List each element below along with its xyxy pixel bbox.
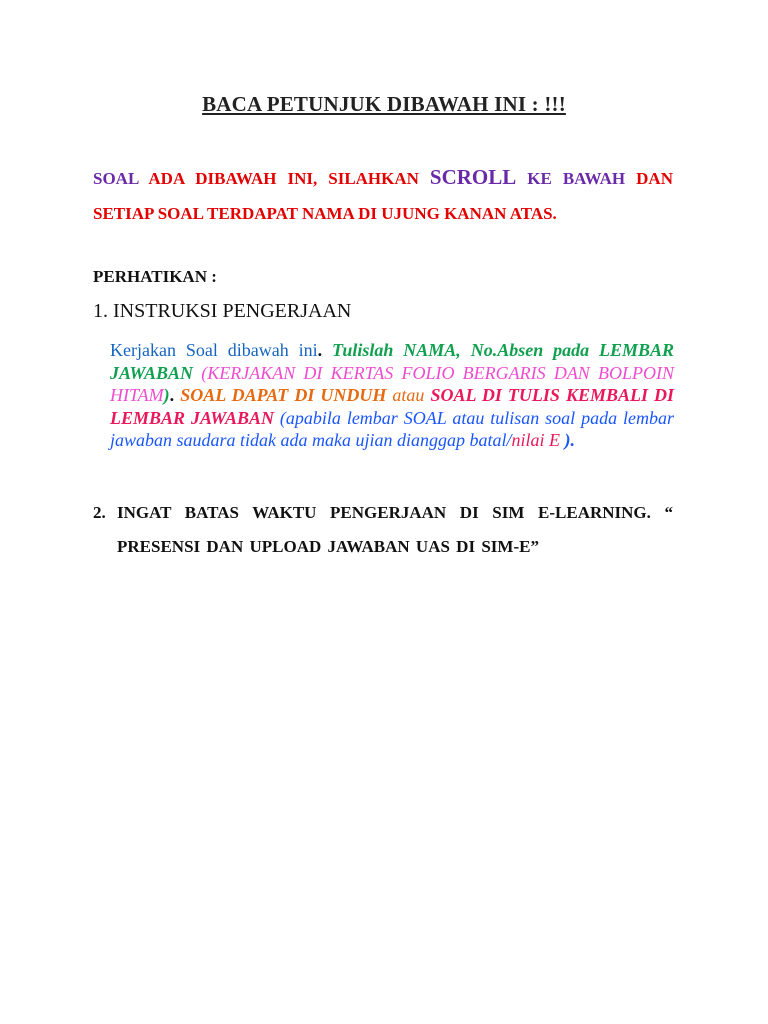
- instr-dot-2: .: [169, 385, 175, 405]
- instr-tulislah: Tulislah NAMA, No.Absen pada LEMBAR JAWABAN: [110, 340, 675, 383]
- intro-scroll: SCROLL: [429, 165, 517, 189]
- list-item-2: [93, 496, 673, 564]
- intro-ada-dibawah: ADA DIBAWAH INI, SILAHKAN: [148, 169, 419, 188]
- instruction-paragraph: [110, 339, 674, 452]
- page-title: BACA PETUNJUK DIBAWAH INI : !!!: [202, 92, 566, 116]
- intro-ke: KE: [527, 169, 552, 188]
- intro-dan-setiap: DAN SETIAP SOAL TERDAPAT NAMA DI UJUNG KANAN ATAS.: [93, 169, 673, 223]
- instr-apabila: (apabila lembar SOAL atau tulisan soal pada lembar jawaban saudara tidak ada maka ujian dianggap batal/: [110, 407, 675, 450]
- instr-kerjakan: Kerjakan Soal dibawah ini: [110, 340, 318, 360]
- instruction-heading: 1. INSTRUKSI PENGERJAAN: [93, 300, 352, 322]
- intro-paragraph: [93, 160, 673, 231]
- perhatikan-label: PERHATIKAN :: [93, 267, 217, 286]
- instr-soal-tulis: SOAL DI TULIS KEMBALI DI LEMBAR JAWABAN: [110, 385, 675, 428]
- instr-close-1: ): [163, 385, 170, 405]
- instr-soal-dapat: SOAL DAPAT DI UNDUH: [180, 385, 387, 405]
- instr-atau: atau: [392, 385, 425, 405]
- intro-soal: SOAL: [93, 169, 139, 188]
- intro-bawah: BAWAH: [562, 169, 626, 188]
- instr-nilai: nilai E: [511, 430, 561, 450]
- instr-close-2: ).: [564, 430, 576, 450]
- list-item-text: INGAT BATAS WAKTU PENGERJAAN DI SIM E-LEARNING. “ PRESENSI DAN UPLOAD JAWABAN UAS DI SIM-E”: [117, 503, 673, 556]
- instr-dot-1: .: [317, 340, 323, 360]
- instr-kerjakan-kertas: (KERJAKAN DI KERTAS FOLIO BERGARIS DAN BOLPOIN HITAM: [110, 362, 675, 405]
- list-item-number: 2.: [93, 503, 106, 522]
